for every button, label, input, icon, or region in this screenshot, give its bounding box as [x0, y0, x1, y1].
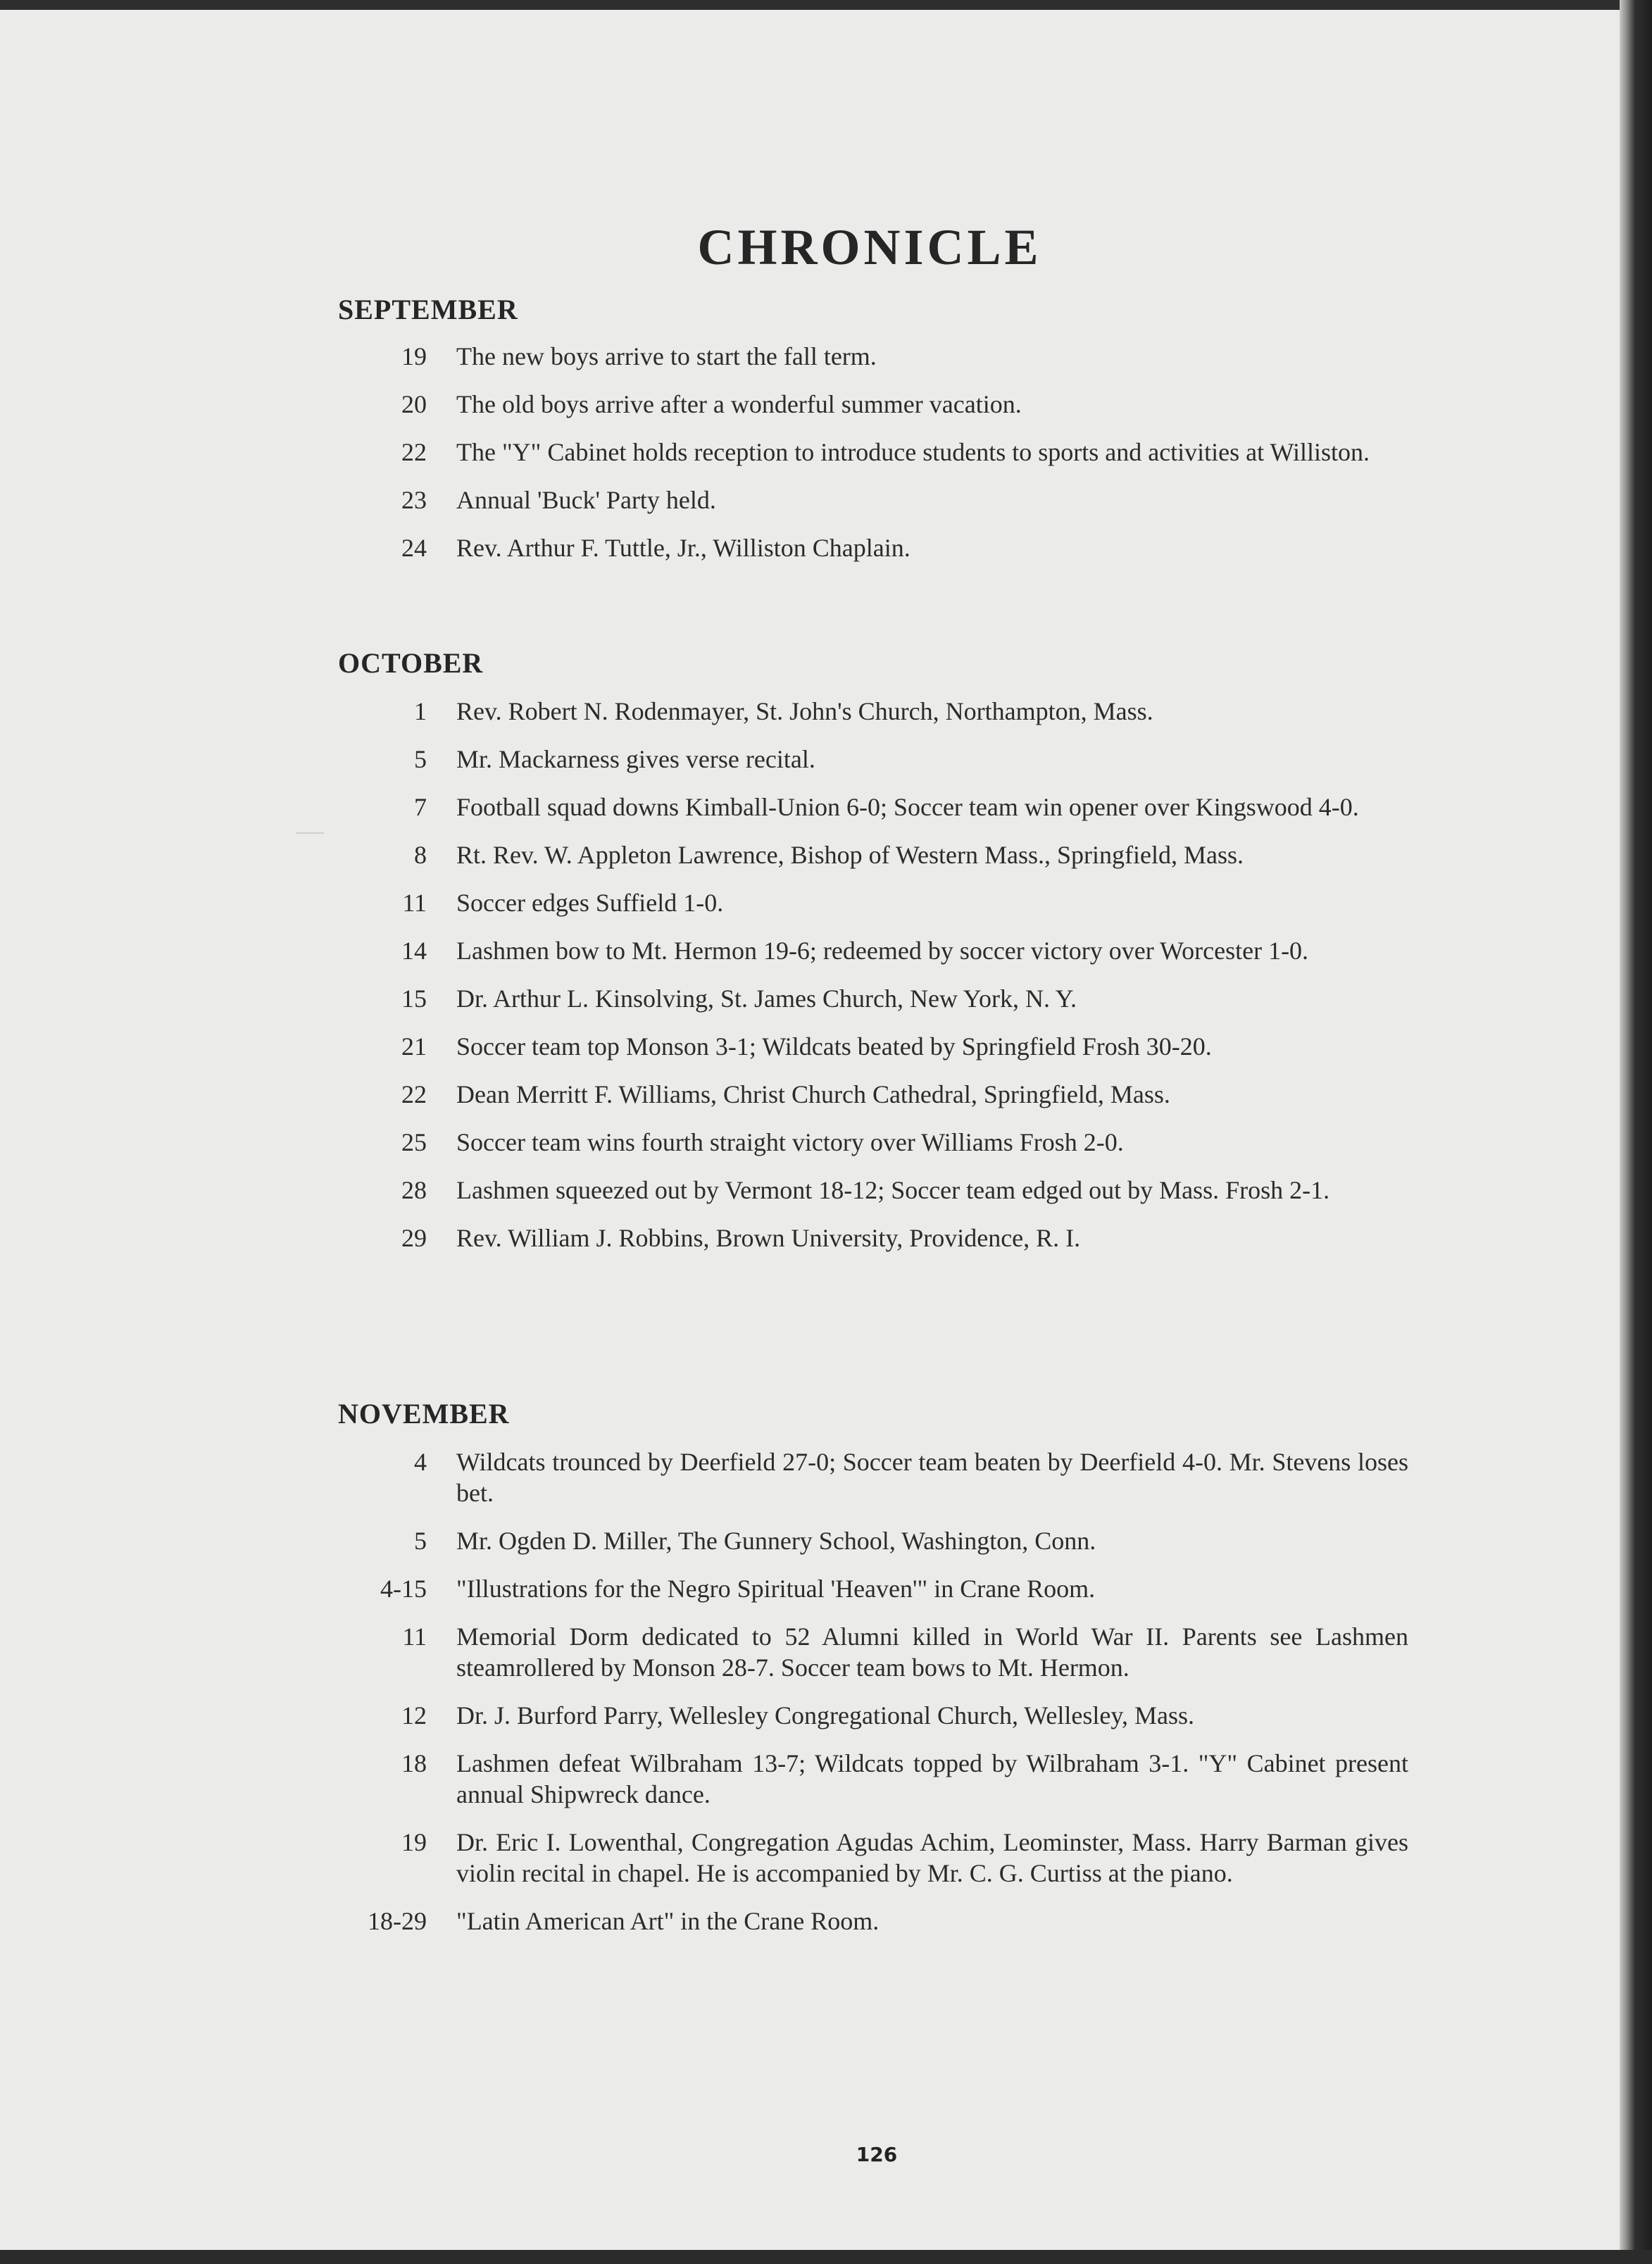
page-bottom-shadow	[0, 2250, 1652, 2264]
list-item	[338, 532, 1408, 563]
list-item	[338, 1748, 1408, 1810]
entry-list	[338, 1446, 1408, 1937]
list-item	[338, 887, 1408, 918]
entry-text: Football squad downs Kimball-Union 6-0; Soccer team win opener over Kingswood 4-0.	[456, 793, 1359, 821]
entry-date: 11	[402, 1622, 427, 1651]
entry-date: 4-15	[380, 1575, 427, 1603]
entry-text: "Illustrations for the Negro Spiritual 'Heaven'" in Crane Room.	[456, 1575, 1096, 1603]
entry-list	[338, 696, 1408, 1253]
page-number: 126	[856, 2143, 898, 2166]
list-item	[338, 983, 1408, 1014]
list-item	[338, 1175, 1408, 1206]
list-item	[338, 1127, 1408, 1158]
list-item	[338, 1525, 1408, 1556]
list-item	[338, 1031, 1408, 1062]
entry-date: 28	[401, 1176, 427, 1204]
entry-text: Soccer team top Monson 3-1; Wildcats beated by Springfield Frosh 30-20.	[456, 1032, 1212, 1061]
entry-date: 29	[401, 1224, 427, 1252]
entry-text: "Latin American Art" in the Crane Room.	[456, 1907, 880, 1935]
list-item	[338, 1621, 1408, 1683]
entry-text: Lashmen squeezed out by Vermont 18-12; Soccer team edged out by Mass. Frosh 2-1.	[456, 1176, 1330, 1204]
entry-date: 22	[401, 438, 427, 466]
entry-date: 12	[401, 1701, 427, 1730]
entry-date: 21	[401, 1032, 427, 1061]
entry-date: 20	[401, 390, 427, 418]
entry-date: 19	[401, 342, 427, 370]
page-title: CHRONICLE	[697, 219, 1042, 275]
list-item	[338, 935, 1408, 966]
entry-text: Mr. Ogden D. Miller, The Gunnery School, Washington, Conn.	[456, 1527, 1096, 1555]
entry-date: 24	[401, 534, 427, 562]
entry-text: Rev. William J. Robbins, Brown University, Providence, R. I.	[456, 1224, 1081, 1252]
entry-date: 22	[401, 1080, 427, 1108]
list-item	[338, 1906, 1408, 1937]
entry-text: The new boys arrive to start the fall term.	[456, 342, 877, 370]
entry-date: 25	[401, 1128, 427, 1156]
month-section-september	[338, 290, 1408, 580]
month-heading: OCTOBER	[338, 647, 484, 679]
month-heading: SEPTEMBER	[338, 294, 518, 325]
month-heading: NOVEMBER	[338, 1398, 510, 1430]
entry-text: Rev. Robert N. Rodenmayer, St. John's Church, Northampton, Mass.	[456, 697, 1153, 725]
list-item	[338, 1079, 1408, 1110]
entry-text: Lashmen defeat Wilbraham 13-7; Wildcats topped by Wilbraham 3-1. "Y" Cabinet present annual Shipwreck dance.	[456, 1749, 1408, 1808]
list-item	[338, 744, 1408, 775]
entry-text: Dr. Eric I. Lowenthal, Congregation Agudas Achim, Leominster, Mass. Harry Barman gives violin recital in chapel. He is accompanied by Mr. C. G. Curtiss at the piano.	[456, 1828, 1408, 1887]
entry-date: 5	[414, 1527, 427, 1555]
entry-text: Mr. Mackarness gives verse recital.	[456, 745, 815, 773]
paper-mark	[296, 832, 324, 834]
entry-date: 4	[414, 1448, 427, 1476]
entry-date: 14	[401, 937, 427, 965]
list-item	[338, 1222, 1408, 1253]
list-item	[338, 437, 1408, 468]
list-item	[338, 839, 1408, 870]
entry-date: 18	[401, 1749, 427, 1777]
entry-date: 8	[414, 841, 427, 869]
entry-text: Memorial Dorm dedicated to 52 Alumni killed in World War II. Parents see Lashmen steamrollered by Monson 28-7. Soccer team bows to Mt. Hermon.	[456, 1622, 1408, 1682]
list-item	[338, 1446, 1408, 1508]
list-item	[338, 341, 1408, 372]
list-item	[338, 1827, 1408, 1889]
entry-date: 5	[414, 745, 427, 773]
list-item	[338, 389, 1408, 420]
entry-text: Wildcats trounced by Deerfield 27-0; Soccer team beaten by Deerfield 4-0. Mr. Stevens loses bet.	[456, 1448, 1408, 1507]
entry-text: Soccer edges Suffield 1-0.	[456, 889, 724, 917]
entry-text: Rev. Arthur F. Tuttle, Jr., Williston Chaplain.	[456, 534, 911, 562]
list-item	[338, 1700, 1408, 1731]
entry-text: Lashmen bow to Mt. Hermon 19-6; redeemed by soccer victory over Worcester 1-0.	[456, 937, 1309, 965]
month-section-november	[338, 1394, 1408, 1953]
list-item	[338, 792, 1408, 823]
entry-list	[338, 341, 1408, 563]
list-item	[338, 1573, 1408, 1604]
entry-date: 11	[402, 889, 427, 917]
entry-date: 19	[401, 1828, 427, 1856]
entry-text: Dr. J. Burford Parry, Wellesley Congregational Church, Wellesley, Mass.	[456, 1701, 1195, 1730]
entry-text: Dr. Arthur L. Kinsolving, St. James Church, New York, N. Y.	[456, 984, 1077, 1013]
entry-text: Rt. Rev. W. Appleton Lawrence, Bishop of Western Mass., Springfield, Mass.	[456, 841, 1244, 869]
entry-date: 7	[414, 793, 427, 821]
page-edge-shadow	[1620, 0, 1652, 2264]
entry-date: 18-29	[368, 1907, 427, 1935]
entry-text: Soccer team wins fourth straight victory over Williams Frosh 2-0.	[456, 1128, 1124, 1156]
entry-date: 23	[401, 486, 427, 514]
entry-date: 15	[401, 984, 427, 1013]
entry-text: The old boys arrive after a wonderful summer vacation.	[456, 390, 1022, 418]
entry-text: Dean Merritt F. Williams, Christ Church Cathedral, Springfield, Mass.	[456, 1080, 1170, 1108]
entry-date: 1	[414, 697, 427, 725]
entry-text: The "Y" Cabinet holds reception to introduce students to sports and activities at Williston.	[456, 438, 1370, 466]
list-item	[338, 696, 1408, 727]
list-item	[338, 484, 1408, 515]
month-section-october	[338, 644, 1408, 1270]
entry-text: Annual 'Buck' Party held.	[456, 486, 716, 514]
